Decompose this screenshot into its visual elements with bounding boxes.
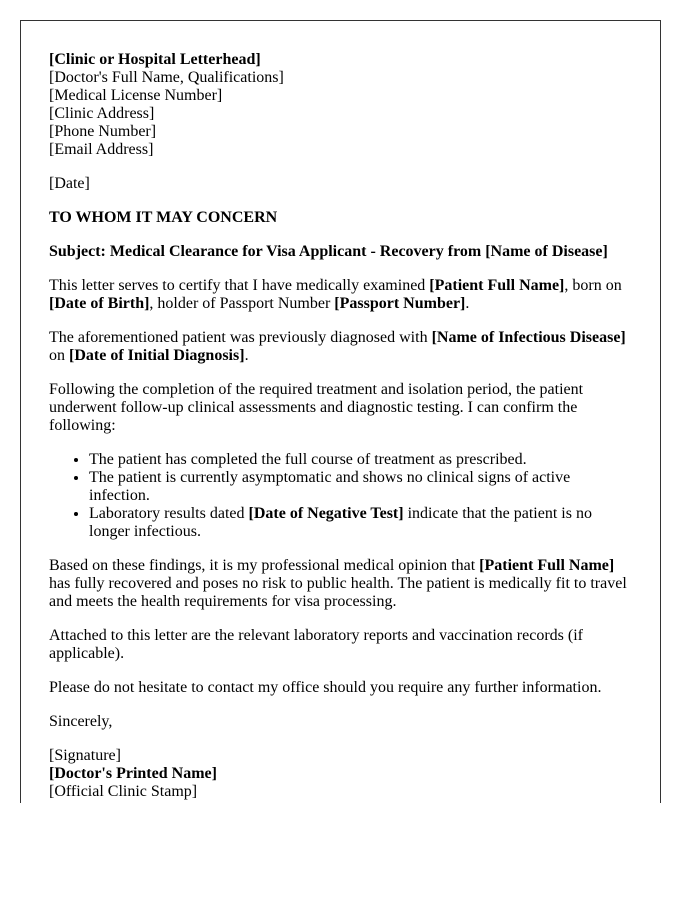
medical-license-number: [Medical License Number] — [49, 87, 223, 104]
doctor-name-qualifications: [Doctor's Full Name, Qualifications] — [49, 69, 284, 86]
text: , holder of Passport Number — [149, 295, 335, 312]
contact-paragraph: Please do not hesitate to contact my office should you require any further information. — [49, 679, 602, 696]
text: Laboratory results dated — [89, 505, 249, 522]
attachments-paragraph: Attached to this letter are the relevant laboratory reports and vaccination records (if applicable). — [49, 627, 583, 662]
letterhead — [49, 51, 630, 159]
patient-name-placeholder: [Patient Full Name] — [479, 557, 615, 574]
text: , born on — [564, 277, 622, 294]
date-of-birth-placeholder: [Date of Birth] — [49, 295, 150, 312]
email-address: [Email Address] — [49, 141, 154, 158]
text: The aforementioned patient was previously diagnosed with — [49, 329, 432, 346]
text: Based on these findings, it is my professional medical opinion that — [49, 557, 480, 574]
finding-item: • The patient is currently asymptomatic and shows no clinical signs of active infection. — [89, 469, 630, 505]
clinic-address: [Clinic Address] — [49, 105, 155, 122]
finding-item: • The patient has completed the full course of treatment as prescribed. — [89, 451, 630, 469]
text: on — [49, 347, 69, 364]
letter-date: [Date] — [49, 175, 90, 192]
text: indicate that the patient is no longer infectious. — [89, 505, 592, 540]
diagnosis-paragraph — [49, 329, 630, 365]
signature-placeholder: [Signature] — [49, 747, 121, 764]
text: This letter serves to certify that I have medically examined — [49, 277, 430, 294]
finding-item — [89, 505, 630, 541]
clinic-stamp-placeholder: [Official Clinic Stamp] — [49, 783, 198, 800]
findings-list — [49, 451, 630, 541]
opinion-paragraph — [49, 557, 630, 611]
disease-name-placeholder: [Name of Infectious Disease] — [431, 329, 626, 346]
passport-number-placeholder: [Passport Number] — [334, 295, 466, 312]
phone-number: [Phone Number] — [49, 123, 157, 140]
signature-block — [49, 747, 630, 801]
patient-name-placeholder: [Patient Full Name] — [429, 277, 565, 294]
text: . — [244, 347, 249, 364]
text: has fully recovered and poses no risk to public health. The patient is medically fit to travel and meets the health requirements for visa processing. — [49, 575, 627, 610]
subject-line: Subject: Medical Clearance for Visa Applicant - Recovery from [Name of Disease] — [49, 243, 608, 260]
clinic-letterhead: [Clinic or Hospital Letterhead] — [49, 51, 261, 68]
certification-paragraph — [49, 277, 630, 313]
doctor-printed-name: [Doctor's Printed Name] — [49, 765, 217, 782]
letter-page — [20, 20, 661, 803]
salutation: TO WHOM IT MAY CONCERN — [49, 209, 278, 226]
negative-test-date-placeholder: [Date of Negative Test] — [248, 505, 404, 522]
text: . — [465, 295, 470, 312]
diagnosis-date-placeholder: [Date of Initial Diagnosis] — [69, 347, 245, 364]
followup-paragraph: Following the completion of the required treatment and isolation period, the patient underwent follow-up clinical assessments and diagnostic testing. I can confirm the following: — [49, 381, 584, 434]
closing: Sincerely, — [49, 713, 113, 730]
